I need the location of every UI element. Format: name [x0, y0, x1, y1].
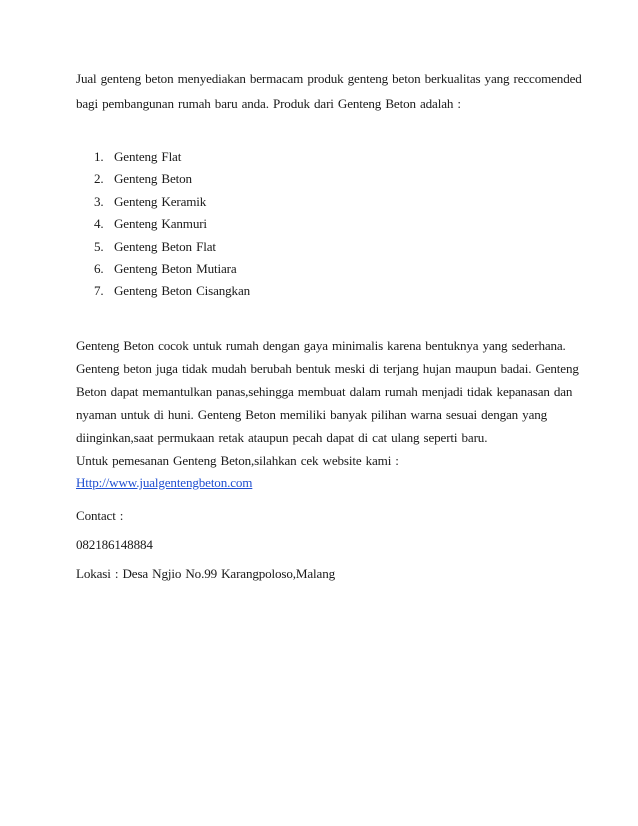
list-item-label: Genteng Flat	[114, 149, 182, 164]
list-item-label: Genteng Beton Mutiara	[114, 260, 237, 276]
product-list	[94, 146, 250, 303]
list-item-label: Genteng Kanmuri	[114, 216, 207, 232]
list-item-number: 7.	[94, 283, 104, 299]
document-content	[76, 66, 582, 581]
list-item-number: 3.	[94, 193, 104, 209]
list-item-label: Genteng Beton Cisangkan	[114, 283, 251, 299]
list-item-number: 5.	[94, 238, 104, 254]
list-item-number: 4.	[94, 216, 104, 232]
list-item-label: Genteng Beton	[114, 171, 192, 187]
list-item	[94, 213, 250, 235]
description-line-3: Beton dapat memantulkan panas,sehingga membuat dalam rumah menjadi tidak kepanasan dan	[76, 384, 573, 399]
description-line-5: diinginkan,saat permukaan retak ataupun pecah dapat di cat ulang seperti baru.	[76, 430, 488, 445]
location-text: Lokasi : Desa Ngjio No.99 Karangpoloso,Malang	[76, 566, 335, 581]
contact-label: Contact :	[76, 508, 124, 523]
list-item-number: 6.	[94, 260, 104, 276]
list-item	[94, 280, 250, 302]
list-item	[94, 236, 250, 258]
list-item	[94, 258, 250, 280]
list-item-number: 1.	[94, 149, 104, 164]
list-item	[94, 191, 250, 213]
website-link[interactable]: Http://www.jualgentengbeton.com	[76, 475, 253, 490]
description-line-1: Genteng Beton cocok untuk rumah dengan gaya minimalis karena bentuknya yang sederhana.	[76, 338, 566, 353]
list-item	[94, 146, 250, 168]
order-text: Untuk pemesanan Genteng Beton,silahkan cek website kami :	[76, 453, 399, 468]
description-line-4: nyaman untuk di huni. Genteng Beton memiliki banyak pilihan warna sesuai dengan yang	[76, 407, 548, 422]
list-item-label: Genteng Beton Flat	[114, 238, 216, 254]
phone-number: 082186148884	[76, 537, 153, 552]
intro-paragraph	[76, 66, 582, 116]
intro-line-2: bagi pembangunan rumah baru anda. Produk dari Genteng Beton adalah :	[76, 96, 461, 111]
list-item-number: 2.	[94, 171, 104, 187]
list-item	[94, 168, 250, 190]
intro-line-1: Jual genteng beton menyediakan bermacam produk genteng beton berkualitas yang reccomended	[76, 71, 582, 86]
list-item-label: Genteng Keramik	[114, 193, 207, 209]
description-line-2: Genteng beton juga tidak mudah berubah bentuk meski di terjang hujan maupun badai. Genteng	[76, 361, 579, 376]
description-paragraph	[76, 334, 579, 449]
order-paragraph	[76, 450, 399, 494]
